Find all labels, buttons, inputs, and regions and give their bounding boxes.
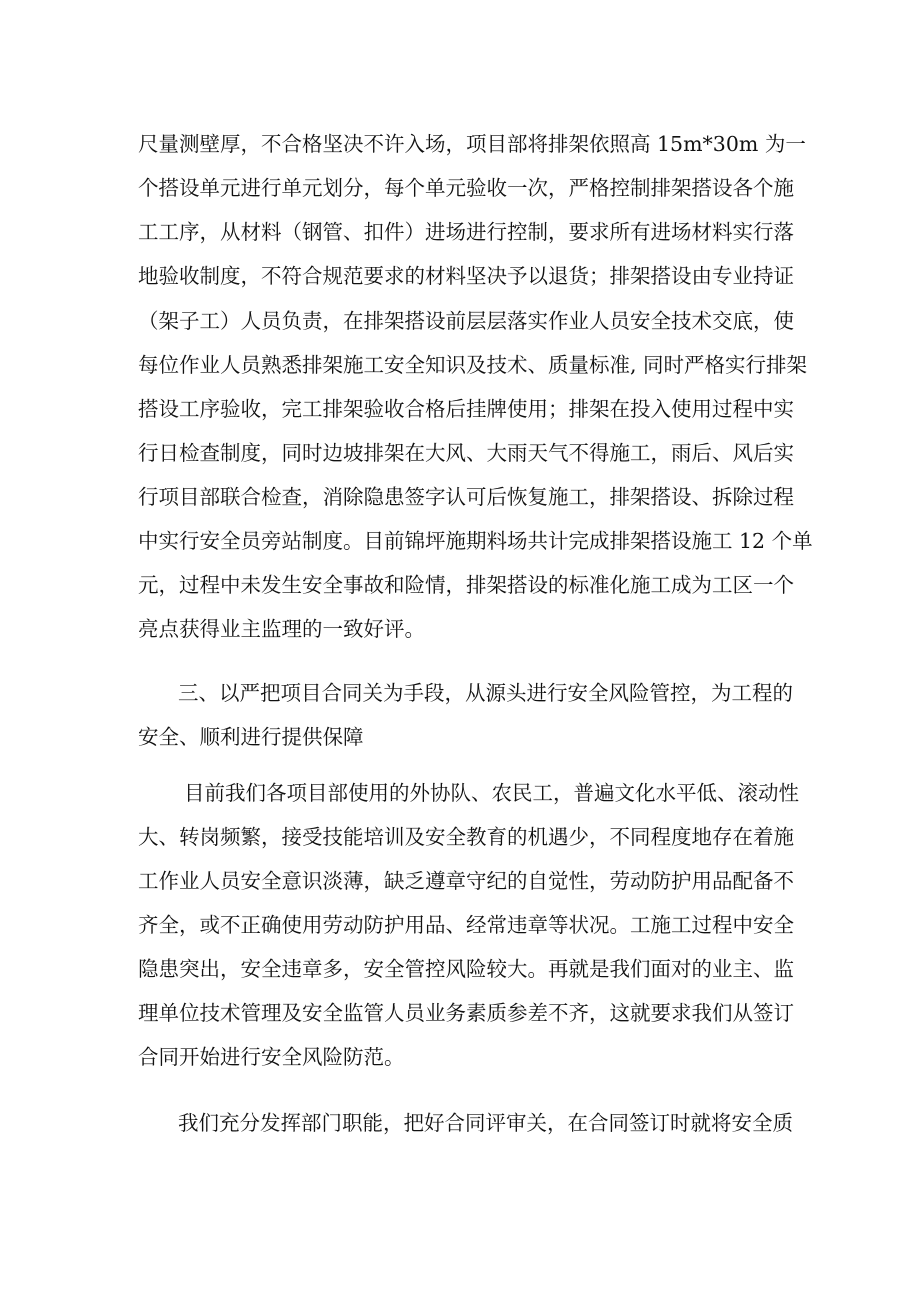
- text-line: 地验收制度，不符合规范要求的材料坚决予以退货；排架搭设由专业持证: [138, 264, 794, 288]
- text-line: 每位作业人员熟悉排架施工安全知识及技术、质量标准, 同时严格实行排架: [138, 353, 808, 377]
- text-line: 元，过程中未发生安全事故和险情，排架搭设的标准化施工成为工区一个: [138, 573, 794, 597]
- text-line: 齐全，或不正确使用劳动防护用品、经常违章等状况。工施工过程中安全: [138, 913, 794, 937]
- text-line: 工作业人员安全意识淡薄，缺乏遵章守纪的自觉性，劳动防护用品配备不: [138, 869, 794, 893]
- text-line: 行日检查制度，同时边坡排架在大风、大雨天气不得施工，雨后、风后实: [138, 441, 794, 465]
- text-line: 理单位技术管理及安全监管人员业务素质参差不齐，这就要求我们从签订: [138, 1001, 794, 1025]
- text-line: 工工序，从材料（钢管、扣件）进场进行控制，要求所有进场材料实行落: [138, 220, 794, 244]
- text-line: 搭设工序验收，完工排架验收合格后挂牌使用；排架在投入使用过程中实: [138, 397, 794, 421]
- text-line: 合同开始进行安全风险防范。: [138, 1045, 405, 1069]
- text-line: 中实行安全员旁站制度。目前锦坪施期料场共计完成排架搭设施工 12 个单: [138, 529, 813, 553]
- text-line: 隐患突出，安全违章多，安全管控风险较大。再就是我们面对的业主、监: [138, 957, 794, 981]
- text-line: 亮点获得业主监理的一致好评。: [138, 617, 425, 641]
- text-line: 我们充分发挥部门职能，把好合同评审关，在合同签订时就将安全质: [178, 1111, 793, 1135]
- text-line: 大、转岗频繁，接受技能培训及安全教育的机遇少，不同程度地存在着施: [138, 825, 794, 849]
- text-line: 行项目部联合检查，消除隐患签字认可后恢复施工，排架搭设、拆除过程: [138, 485, 794, 509]
- text-line: 尺量测壁厚，不合格坚决不许入场，项目部将排架依照高 15m*30m 为一: [138, 132, 806, 156]
- text-line: （架子工）人员负责，在排架搭设前层层落实作业人员安全技术交底，使: [138, 309, 794, 333]
- text-line: 个搭设单元进行单元划分，每个单元验收一次，严格控制排架搭设各个施: [138, 176, 794, 200]
- section-heading: 安全、顺利进行提供保障: [138, 725, 364, 749]
- text-line: 目前我们各项目部使用的外协队、农民工，普遍文化水平低、滚动性: [184, 781, 799, 805]
- section-heading: 三、以严把项目合同关为手段，从源头进行安全风险管控，为工程的: [178, 681, 793, 705]
